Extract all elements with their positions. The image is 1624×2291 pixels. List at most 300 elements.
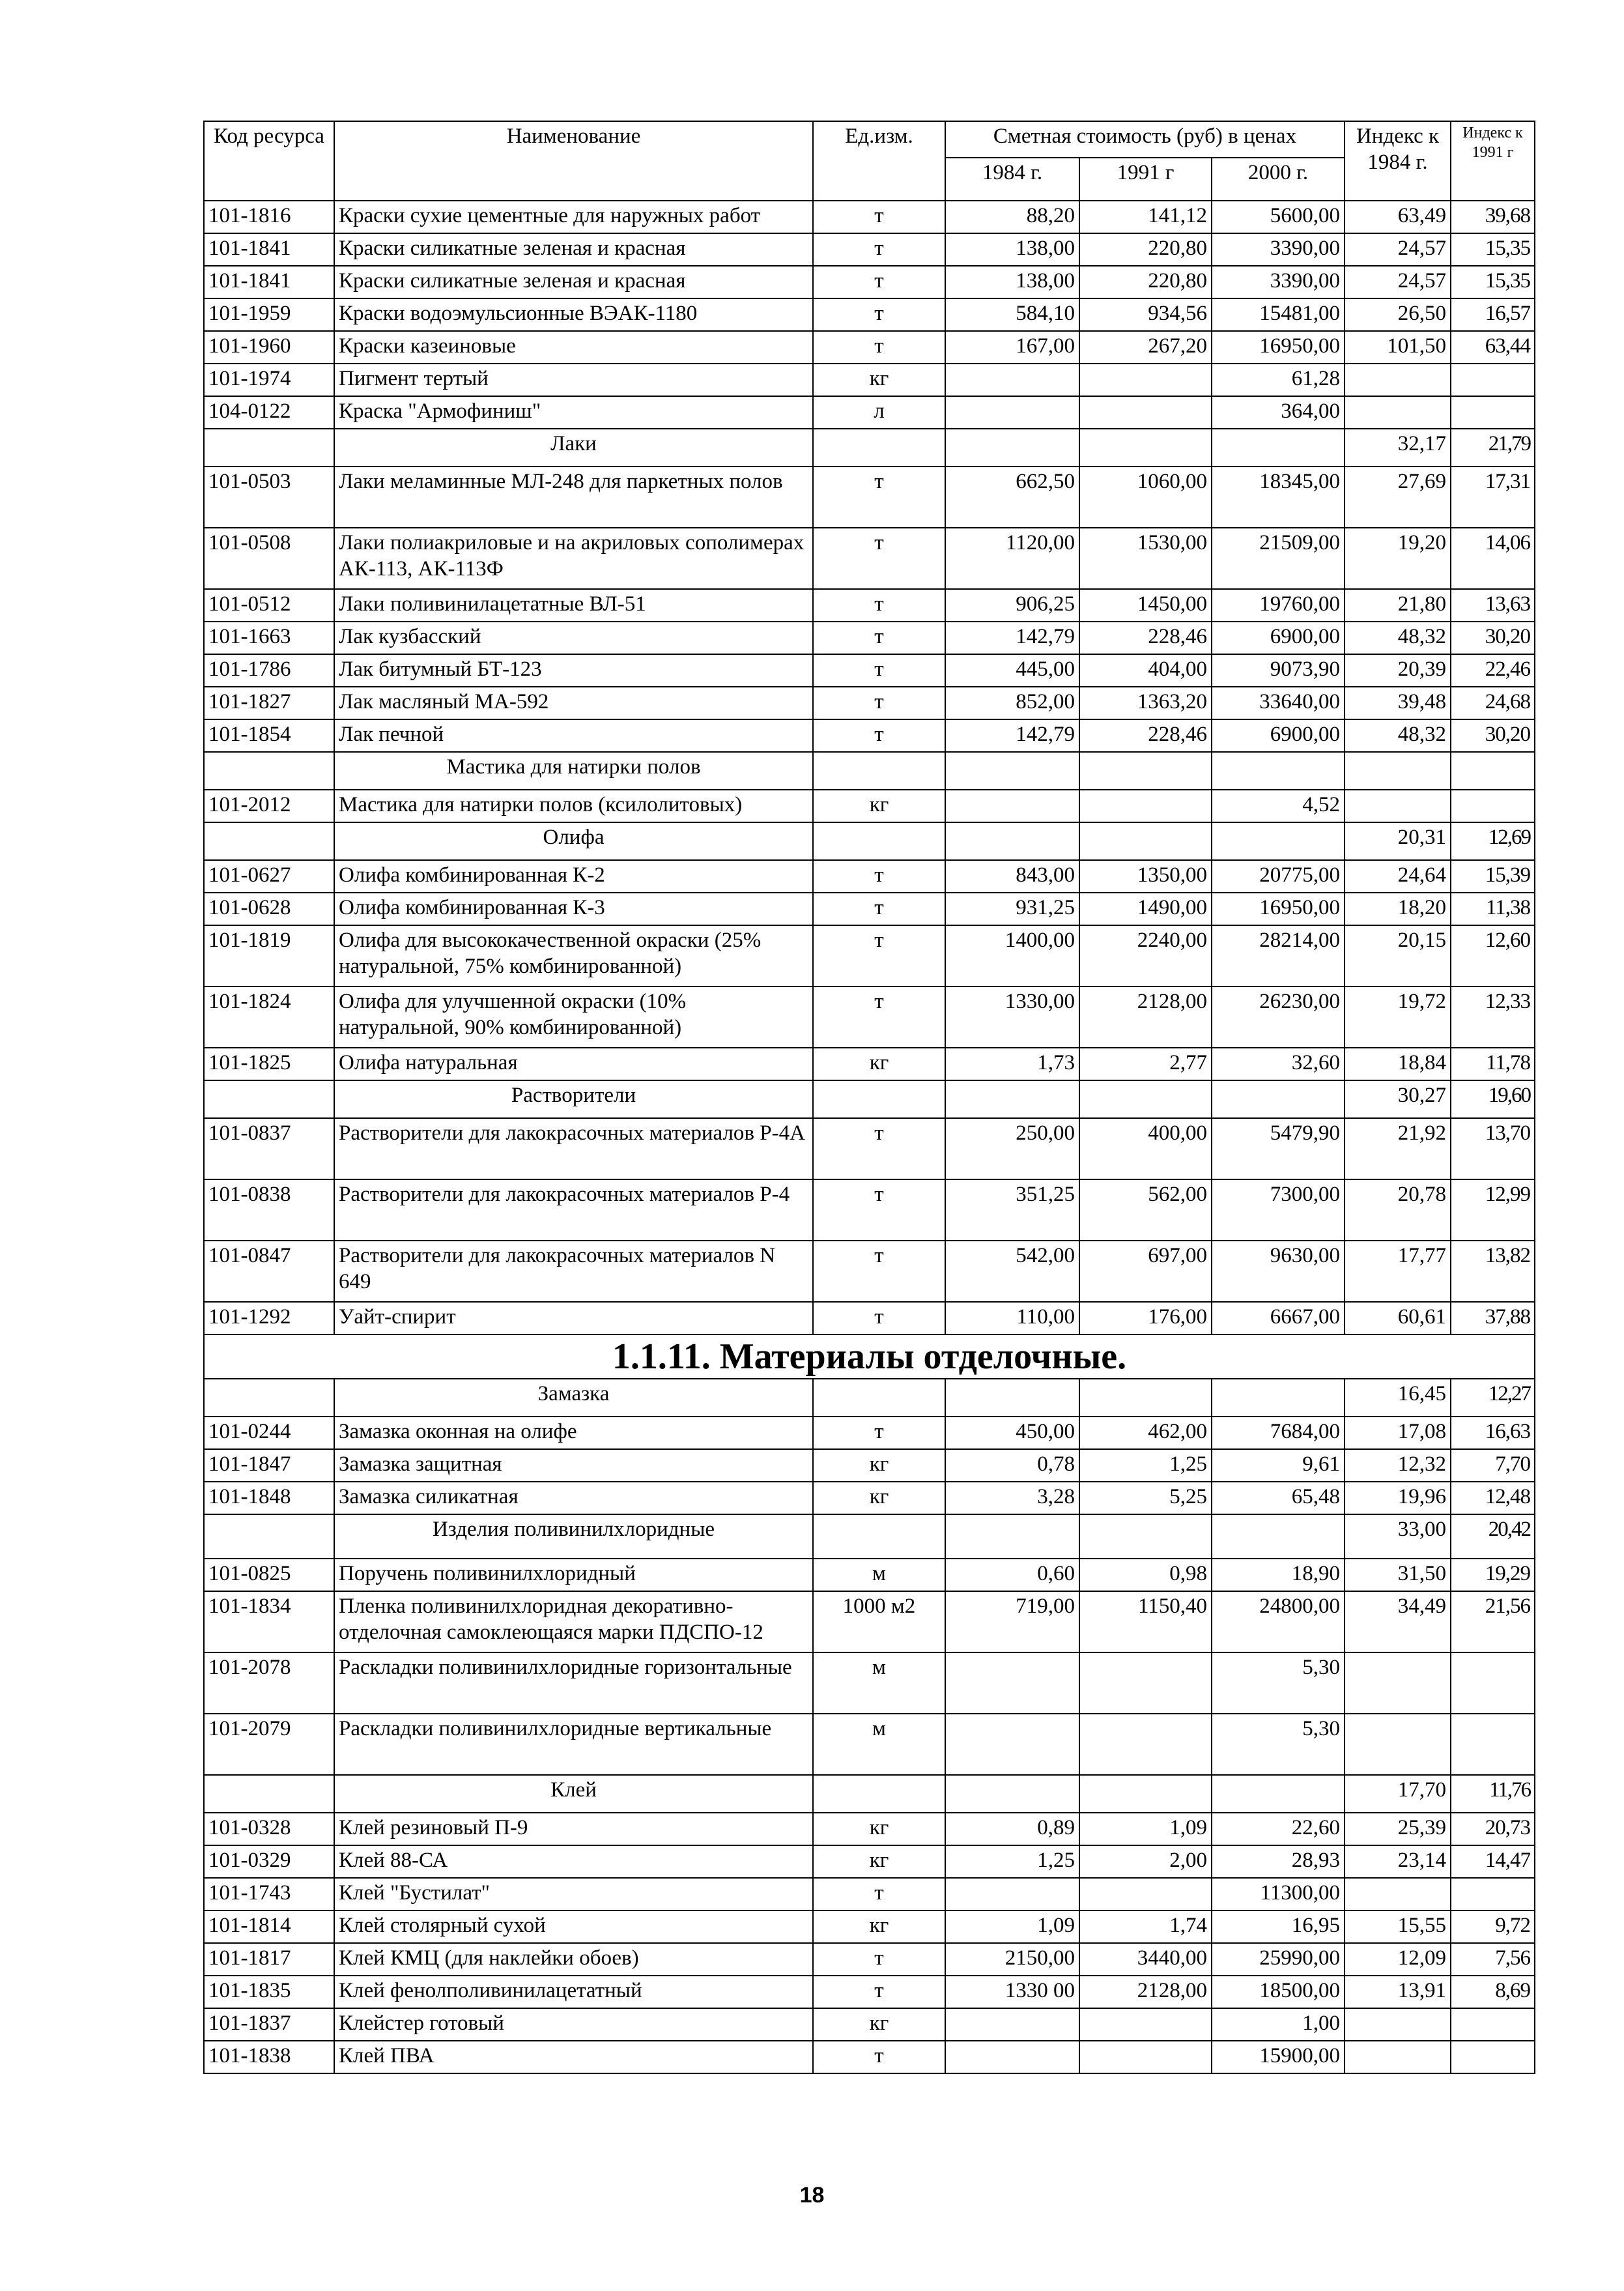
resource-code: 101-0244 bbox=[204, 1417, 334, 1449]
unit-of-measure: м bbox=[813, 1559, 945, 1591]
unit-of-measure: т bbox=[813, 2041, 945, 2073]
price-1991: 141,12 bbox=[1079, 201, 1212, 233]
table-row bbox=[204, 1943, 1535, 1976]
index-to-1984 bbox=[1345, 1714, 1451, 1775]
section-blank bbox=[945, 752, 1079, 790]
section-blank bbox=[1079, 1514, 1212, 1559]
table-row bbox=[204, 1652, 1535, 1714]
index-to-1991: 15,35 bbox=[1451, 266, 1535, 298]
resource-name: Лаки меламинные МЛ-248 для паркетных полов bbox=[334, 467, 813, 528]
section-blank bbox=[1212, 429, 1345, 467]
section-title: Мастика для натирки полов bbox=[334, 752, 813, 790]
index-to-1984 bbox=[1345, 2008, 1451, 2041]
index-to-1984: 12,09 bbox=[1345, 1943, 1451, 1976]
resource-name: Клей столярный сухой bbox=[334, 1910, 813, 1943]
table-row bbox=[204, 987, 1535, 1048]
section-blank bbox=[1079, 1775, 1212, 1813]
price-1984: 138,00 bbox=[945, 266, 1079, 298]
section-title: Замазка bbox=[334, 1379, 813, 1417]
section-blank bbox=[204, 1379, 334, 1417]
header-unit: Ед.изм. bbox=[813, 121, 945, 201]
section-blank bbox=[204, 1775, 334, 1813]
chapter-row bbox=[204, 1334, 1535, 1379]
resource-code: 101-0508 bbox=[204, 528, 334, 589]
section-row bbox=[204, 1080, 1535, 1118]
index-to-1984: 27,69 bbox=[1345, 467, 1451, 528]
table-row bbox=[204, 622, 1535, 654]
price-2000: 6667,00 bbox=[1212, 1302, 1345, 1334]
resource-name: Олифа комбинированная К-3 bbox=[334, 893, 813, 925]
table-row bbox=[204, 589, 1535, 622]
resource-name: Клейстер готовый bbox=[334, 2008, 813, 2041]
section-blank bbox=[1079, 822, 1212, 860]
price-1984: 1330,00 bbox=[945, 987, 1079, 1048]
section-index-1991: 20,42 bbox=[1451, 1514, 1535, 1559]
section-blank bbox=[945, 822, 1079, 860]
index-to-1984 bbox=[1345, 364, 1451, 396]
resource-name: Замазка защитная bbox=[334, 1449, 813, 1482]
header-name: Наименование bbox=[334, 121, 813, 201]
price-1991: 1,25 bbox=[1079, 1449, 1212, 1482]
index-to-1991: 9,72 bbox=[1451, 1910, 1535, 1943]
header-index-1984: Индекс к 1984 г. bbox=[1345, 121, 1451, 201]
price-1984 bbox=[945, 1652, 1079, 1714]
index-to-1991: 30,20 bbox=[1451, 622, 1535, 654]
price-1991: 1530,00 bbox=[1079, 528, 1212, 589]
index-to-1991: 20,73 bbox=[1451, 1813, 1535, 1845]
resource-code: 101-1816 bbox=[204, 201, 334, 233]
price-1991: 400,00 bbox=[1079, 1118, 1212, 1179]
resource-code: 101-0329 bbox=[204, 1845, 334, 1878]
table-row bbox=[204, 331, 1535, 364]
index-to-1991: 37,88 bbox=[1451, 1302, 1535, 1334]
unit-of-measure: м bbox=[813, 1652, 945, 1714]
index-to-1991: 14,47 bbox=[1451, 1845, 1535, 1878]
index-to-1984: 25,39 bbox=[1345, 1813, 1451, 1845]
price-1991 bbox=[1079, 1714, 1212, 1775]
table-row bbox=[204, 1559, 1535, 1591]
resource-name: Лак печной bbox=[334, 719, 813, 752]
resource-name: Замазка оконная на олифе bbox=[334, 1417, 813, 1449]
index-to-1984: 23,14 bbox=[1345, 1845, 1451, 1878]
unit-of-measure: кг bbox=[813, 790, 945, 822]
unit-of-measure: кг bbox=[813, 1845, 945, 1878]
unit-of-measure: т bbox=[813, 893, 945, 925]
index-to-1991 bbox=[1451, 1878, 1535, 1910]
table-row bbox=[204, 1048, 1535, 1080]
price-1984: 3,28 bbox=[945, 1482, 1079, 1514]
index-to-1984: 60,61 bbox=[1345, 1302, 1451, 1334]
price-1984: 1,09 bbox=[945, 1910, 1079, 1943]
unit-of-measure: т bbox=[813, 1878, 945, 1910]
price-1991 bbox=[1079, 790, 1212, 822]
table-row bbox=[204, 298, 1535, 331]
table-row bbox=[204, 1302, 1535, 1334]
price-1991: 1,74 bbox=[1079, 1910, 1212, 1943]
section-index-1984: 20,31 bbox=[1345, 822, 1451, 860]
resource-name: Клей КМЦ (для наклейки обоев) bbox=[334, 1943, 813, 1976]
resource-code: 101-1743 bbox=[204, 1878, 334, 1910]
price-1991: 1,09 bbox=[1079, 1813, 1212, 1845]
resource-code: 101-1960 bbox=[204, 331, 334, 364]
resource-name: Поручень поливинилхлоридный bbox=[334, 1559, 813, 1591]
resource-code: 101-1817 bbox=[204, 1943, 334, 1976]
index-to-1991: 21,56 bbox=[1451, 1591, 1535, 1652]
unit-of-measure: т bbox=[813, 298, 945, 331]
resource-code: 101-0512 bbox=[204, 589, 334, 622]
chapter-title: 1.1.11. Материалы отделочные. bbox=[204, 1334, 1535, 1379]
table-row bbox=[204, 719, 1535, 752]
table-row bbox=[204, 2041, 1535, 2073]
index-to-1991: 24,68 bbox=[1451, 687, 1535, 719]
table-row bbox=[204, 1179, 1535, 1241]
index-to-1984 bbox=[1345, 790, 1451, 822]
table-row bbox=[204, 1241, 1535, 1302]
section-blank bbox=[813, 1514, 945, 1559]
resource-name: Олифа для высококачественной окраски (25% натуральной, 75% комбинированной) bbox=[334, 925, 813, 987]
resource-code: 101-0825 bbox=[204, 1559, 334, 1591]
price-1991: 1350,00 bbox=[1079, 860, 1212, 893]
unit-of-measure: т bbox=[813, 528, 945, 589]
section-blank bbox=[204, 822, 334, 860]
price-2000: 15481,00 bbox=[1212, 298, 1345, 331]
price-1984: 0,89 bbox=[945, 1813, 1079, 1845]
section-title: Лаки bbox=[334, 429, 813, 467]
index-to-1984 bbox=[1345, 1652, 1451, 1714]
index-to-1984: 15,55 bbox=[1345, 1910, 1451, 1943]
price-1984: 445,00 bbox=[945, 654, 1079, 687]
resource-code: 101-0503 bbox=[204, 467, 334, 528]
index-to-1991: 11,38 bbox=[1451, 893, 1535, 925]
price-2000: 65,48 bbox=[1212, 1482, 1345, 1514]
price-2000: 20775,00 bbox=[1212, 860, 1345, 893]
section-index-1991: 11,76 bbox=[1451, 1775, 1535, 1813]
index-to-1984: 20,78 bbox=[1345, 1179, 1451, 1241]
price-table-body bbox=[204, 201, 1535, 2073]
price-1991: 267,20 bbox=[1079, 331, 1212, 364]
table-row bbox=[204, 1417, 1535, 1449]
price-1984: 931,25 bbox=[945, 893, 1079, 925]
price-1991: 2,00 bbox=[1079, 1845, 1212, 1878]
section-title: Изделия поливинилхлоридные bbox=[334, 1514, 813, 1559]
section-blank bbox=[813, 822, 945, 860]
price-1984: 719,00 bbox=[945, 1591, 1079, 1652]
price-2000: 5,30 bbox=[1212, 1652, 1345, 1714]
resource-code: 101-1819 bbox=[204, 925, 334, 987]
price-2000: 28,93 bbox=[1212, 1845, 1345, 1878]
index-to-1984: 12,32 bbox=[1345, 1449, 1451, 1482]
section-index-1984: 32,17 bbox=[1345, 429, 1451, 467]
resource-name: Лаки поливинилацетатные ВЛ-51 bbox=[334, 589, 813, 622]
section-index-1991: 21,79 bbox=[1451, 429, 1535, 467]
price-1991 bbox=[1079, 2008, 1212, 2041]
index-to-1991: 17,31 bbox=[1451, 467, 1535, 528]
price-1984: 1400,00 bbox=[945, 925, 1079, 987]
unit-of-measure: т bbox=[813, 654, 945, 687]
header-cost-group: Сметная стоимость (руб) в ценах bbox=[945, 121, 1345, 158]
price-1991: 462,00 bbox=[1079, 1417, 1212, 1449]
section-blank bbox=[813, 429, 945, 467]
index-to-1984: 20,15 bbox=[1345, 925, 1451, 987]
unit-of-measure: т bbox=[813, 622, 945, 654]
unit-of-measure: т bbox=[813, 1241, 945, 1302]
index-to-1991 bbox=[1451, 2041, 1535, 2073]
price-2000: 32,60 bbox=[1212, 1048, 1345, 1080]
index-to-1991: 19,29 bbox=[1451, 1559, 1535, 1591]
unit-of-measure: кг bbox=[813, 1048, 945, 1080]
index-to-1991: 7,70 bbox=[1451, 1449, 1535, 1482]
index-to-1991: 63,44 bbox=[1451, 331, 1535, 364]
price-1984 bbox=[945, 364, 1079, 396]
resource-name: Краски казеиновые bbox=[334, 331, 813, 364]
unit-of-measure: т bbox=[813, 1302, 945, 1334]
price-1984: 852,00 bbox=[945, 687, 1079, 719]
resource-code: 101-0847 bbox=[204, 1241, 334, 1302]
price-1984: 1,25 bbox=[945, 1845, 1079, 1878]
resource-name: Олифа для улучшенной окраски (10% натуральной, 90% комбинированной) bbox=[334, 987, 813, 1048]
index-to-1984 bbox=[1345, 1878, 1451, 1910]
price-1991: 2128,00 bbox=[1079, 1976, 1212, 2008]
index-to-1991: 8,69 bbox=[1451, 1976, 1535, 2008]
index-to-1984: 19,96 bbox=[1345, 1482, 1451, 1514]
section-index-1984: 16,45 bbox=[1345, 1379, 1451, 1417]
table-row bbox=[204, 1118, 1535, 1179]
table-row bbox=[204, 528, 1535, 589]
index-to-1991: 11,78 bbox=[1451, 1048, 1535, 1080]
index-to-1984: 24,64 bbox=[1345, 860, 1451, 893]
index-to-1984: 17,08 bbox=[1345, 1417, 1451, 1449]
price-1984 bbox=[945, 2008, 1079, 2041]
unit-of-measure: т bbox=[813, 860, 945, 893]
section-row bbox=[204, 752, 1535, 790]
resource-code: 101-1837 bbox=[204, 2008, 334, 2041]
table-row bbox=[204, 2008, 1535, 2041]
resource-code: 101-0628 bbox=[204, 893, 334, 925]
price-1991: 220,80 bbox=[1079, 233, 1212, 266]
table-row bbox=[204, 925, 1535, 987]
header-code: Код ресурса bbox=[204, 121, 334, 201]
index-to-1984: 18,84 bbox=[1345, 1048, 1451, 1080]
index-to-1991: 39,68 bbox=[1451, 201, 1535, 233]
price-2000: 24800,00 bbox=[1212, 1591, 1345, 1652]
unit-of-measure: кг bbox=[813, 364, 945, 396]
price-1984: 142,79 bbox=[945, 622, 1079, 654]
index-to-1984: 26,50 bbox=[1345, 298, 1451, 331]
index-to-1984: 21,92 bbox=[1345, 1118, 1451, 1179]
section-blank bbox=[204, 1514, 334, 1559]
section-blank bbox=[1212, 1080, 1345, 1118]
unit-of-measure: т bbox=[813, 467, 945, 528]
unit-of-measure: т bbox=[813, 1976, 945, 2008]
index-to-1991 bbox=[1451, 790, 1535, 822]
unit-of-measure: т bbox=[813, 987, 945, 1048]
resource-code: 101-1841 bbox=[204, 233, 334, 266]
section-row bbox=[204, 822, 1535, 860]
index-to-1984: 48,32 bbox=[1345, 622, 1451, 654]
index-to-1991: 7,56 bbox=[1451, 1943, 1535, 1976]
index-to-1984: 48,32 bbox=[1345, 719, 1451, 752]
price-2000: 61,28 bbox=[1212, 364, 1345, 396]
price-1991: 2,77 bbox=[1079, 1048, 1212, 1080]
index-to-1991: 13,63 bbox=[1451, 589, 1535, 622]
resource-code: 101-0328 bbox=[204, 1813, 334, 1845]
unit-of-measure: т bbox=[813, 719, 945, 752]
resource-code: 104-0122 bbox=[204, 396, 334, 429]
section-row bbox=[204, 1379, 1535, 1417]
price-1984: 110,00 bbox=[945, 1302, 1079, 1334]
resource-name: Растворители для лакокрасочных материалов N 649 bbox=[334, 1241, 813, 1302]
price-2000: 1,00 bbox=[1212, 2008, 1345, 2041]
resource-code: 101-1854 bbox=[204, 719, 334, 752]
price-1984: 0,78 bbox=[945, 1449, 1079, 1482]
resource-code: 101-1838 bbox=[204, 2041, 334, 2073]
price-2000: 16,95 bbox=[1212, 1910, 1345, 1943]
index-to-1991: 16,57 bbox=[1451, 298, 1535, 331]
price-1984: 662,50 bbox=[945, 467, 1079, 528]
unit-of-measure: т bbox=[813, 589, 945, 622]
price-1991: 3440,00 bbox=[1079, 1943, 1212, 1976]
price-1984 bbox=[945, 396, 1079, 429]
price-1991 bbox=[1079, 1878, 1212, 1910]
resource-code: 101-1848 bbox=[204, 1482, 334, 1514]
index-to-1991 bbox=[1451, 396, 1535, 429]
unit-of-measure: кг bbox=[813, 2008, 945, 2041]
index-to-1991: 15,39 bbox=[1451, 860, 1535, 893]
resource-name: Лак кузбасский bbox=[334, 622, 813, 654]
resource-code: 101-1835 bbox=[204, 1976, 334, 2008]
price-1991 bbox=[1079, 1652, 1212, 1714]
price-1991: 1363,20 bbox=[1079, 687, 1212, 719]
section-index-1984: 17,70 bbox=[1345, 1775, 1451, 1813]
price-1984: 2150,00 bbox=[945, 1943, 1079, 1976]
resource-name: Краски сухие цементные для наружных работ bbox=[334, 201, 813, 233]
table-row bbox=[204, 467, 1535, 528]
resource-code: 101-1959 bbox=[204, 298, 334, 331]
page-number: 18 bbox=[799, 2183, 825, 2208]
header-year-1984: 1984 г. bbox=[945, 158, 1079, 201]
index-to-1991 bbox=[1451, 1714, 1535, 1775]
resource-code: 101-1663 bbox=[204, 622, 334, 654]
price-2000: 33640,00 bbox=[1212, 687, 1345, 719]
price-2000: 22,60 bbox=[1212, 1813, 1345, 1845]
resource-code: 101-2012 bbox=[204, 790, 334, 822]
table-row bbox=[204, 790, 1535, 822]
table-row bbox=[204, 860, 1535, 893]
section-blank bbox=[204, 1080, 334, 1118]
price-1991: 176,00 bbox=[1079, 1302, 1212, 1334]
unit-of-measure: кг bbox=[813, 1813, 945, 1845]
price-1984 bbox=[945, 1714, 1079, 1775]
section-title: Растворители bbox=[334, 1080, 813, 1118]
price-2000: 16950,00 bbox=[1212, 893, 1345, 925]
resource-name: Растворители для лакокрасочных материалов Р-4А bbox=[334, 1118, 813, 1179]
section-blank bbox=[945, 1080, 1079, 1118]
table-row bbox=[204, 687, 1535, 719]
table-row bbox=[204, 1878, 1535, 1910]
price-2000: 5,30 bbox=[1212, 1714, 1345, 1775]
header-index-1991: Индекс к 1991 г bbox=[1451, 121, 1535, 201]
resource-name: Клей ПВА bbox=[334, 2041, 813, 2073]
index-to-1991: 15,35 bbox=[1451, 233, 1535, 266]
section-blank bbox=[813, 1379, 945, 1417]
resource-name: Лак масляный МА-592 bbox=[334, 687, 813, 719]
price-1984: 1120,00 bbox=[945, 528, 1079, 589]
resource-code: 101-1824 bbox=[204, 987, 334, 1048]
section-index-1991: 19,60 bbox=[1451, 1080, 1535, 1118]
price-2000: 6900,00 bbox=[1212, 622, 1345, 654]
price-2000: 18,90 bbox=[1212, 1559, 1345, 1591]
table-row bbox=[204, 201, 1535, 233]
unit-of-measure: т bbox=[813, 331, 945, 364]
price-1991: 1150,40 bbox=[1079, 1591, 1212, 1652]
resource-name: Растворители для лакокрасочных материалов Р-4 bbox=[334, 1179, 813, 1241]
index-to-1984: 31,50 bbox=[1345, 1559, 1451, 1591]
section-blank bbox=[1079, 429, 1212, 467]
unit-of-measure: т bbox=[813, 266, 945, 298]
section-blank bbox=[1079, 1379, 1212, 1417]
section-index-1984 bbox=[1345, 752, 1451, 790]
table-row bbox=[204, 1714, 1535, 1775]
resource-code: 101-1825 bbox=[204, 1048, 334, 1080]
index-to-1991: 16,63 bbox=[1451, 1417, 1535, 1449]
table-row bbox=[204, 364, 1535, 396]
resource-name: Замазка силикатная bbox=[334, 1482, 813, 1514]
price-2000: 3390,00 bbox=[1212, 233, 1345, 266]
price-1991: 404,00 bbox=[1079, 654, 1212, 687]
price-2000: 4,52 bbox=[1212, 790, 1345, 822]
price-2000: 18500,00 bbox=[1212, 1976, 1345, 2008]
resource-name: Олифа комбинированная К-2 bbox=[334, 860, 813, 893]
index-to-1991: 13,82 bbox=[1451, 1241, 1535, 1302]
price-2000: 19760,00 bbox=[1212, 589, 1345, 622]
index-to-1984 bbox=[1345, 2041, 1451, 2073]
price-1984: 138,00 bbox=[945, 233, 1079, 266]
section-row bbox=[204, 1514, 1535, 1559]
index-to-1984: 17,77 bbox=[1345, 1241, 1451, 1302]
price-table bbox=[203, 121, 1535, 2074]
resource-name: Олифа натуральная bbox=[334, 1048, 813, 1080]
section-index-1984: 33,00 bbox=[1345, 1514, 1451, 1559]
price-2000: 11300,00 bbox=[1212, 1878, 1345, 1910]
index-to-1984: 21,80 bbox=[1345, 589, 1451, 622]
unit-of-measure: т bbox=[813, 1943, 945, 1976]
table-row bbox=[204, 1449, 1535, 1482]
price-1984: 1,73 bbox=[945, 1048, 1079, 1080]
section-blank bbox=[1212, 752, 1345, 790]
price-1984: 142,79 bbox=[945, 719, 1079, 752]
price-1984: 167,00 bbox=[945, 331, 1079, 364]
section-title: Клей bbox=[334, 1775, 813, 1813]
unit-of-measure: кг bbox=[813, 1482, 945, 1514]
section-blank bbox=[945, 1514, 1079, 1559]
price-1991: 0,98 bbox=[1079, 1559, 1212, 1591]
index-to-1991: 22,46 bbox=[1451, 654, 1535, 687]
section-blank bbox=[1212, 1775, 1345, 1813]
price-1991 bbox=[1079, 396, 1212, 429]
section-blank bbox=[945, 429, 1079, 467]
price-1991: 562,00 bbox=[1079, 1179, 1212, 1241]
resource-code: 101-1292 bbox=[204, 1302, 334, 1334]
unit-of-measure: т bbox=[813, 201, 945, 233]
price-2000: 5479,90 bbox=[1212, 1118, 1345, 1179]
index-to-1991: 30,20 bbox=[1451, 719, 1535, 752]
section-blank bbox=[945, 1775, 1079, 1813]
index-to-1991: 14,06 bbox=[1451, 528, 1535, 589]
resource-code: 101-1847 bbox=[204, 1449, 334, 1482]
table-row bbox=[204, 1976, 1535, 2008]
section-index-1984: 30,27 bbox=[1345, 1080, 1451, 1118]
section-blank bbox=[1079, 1080, 1212, 1118]
